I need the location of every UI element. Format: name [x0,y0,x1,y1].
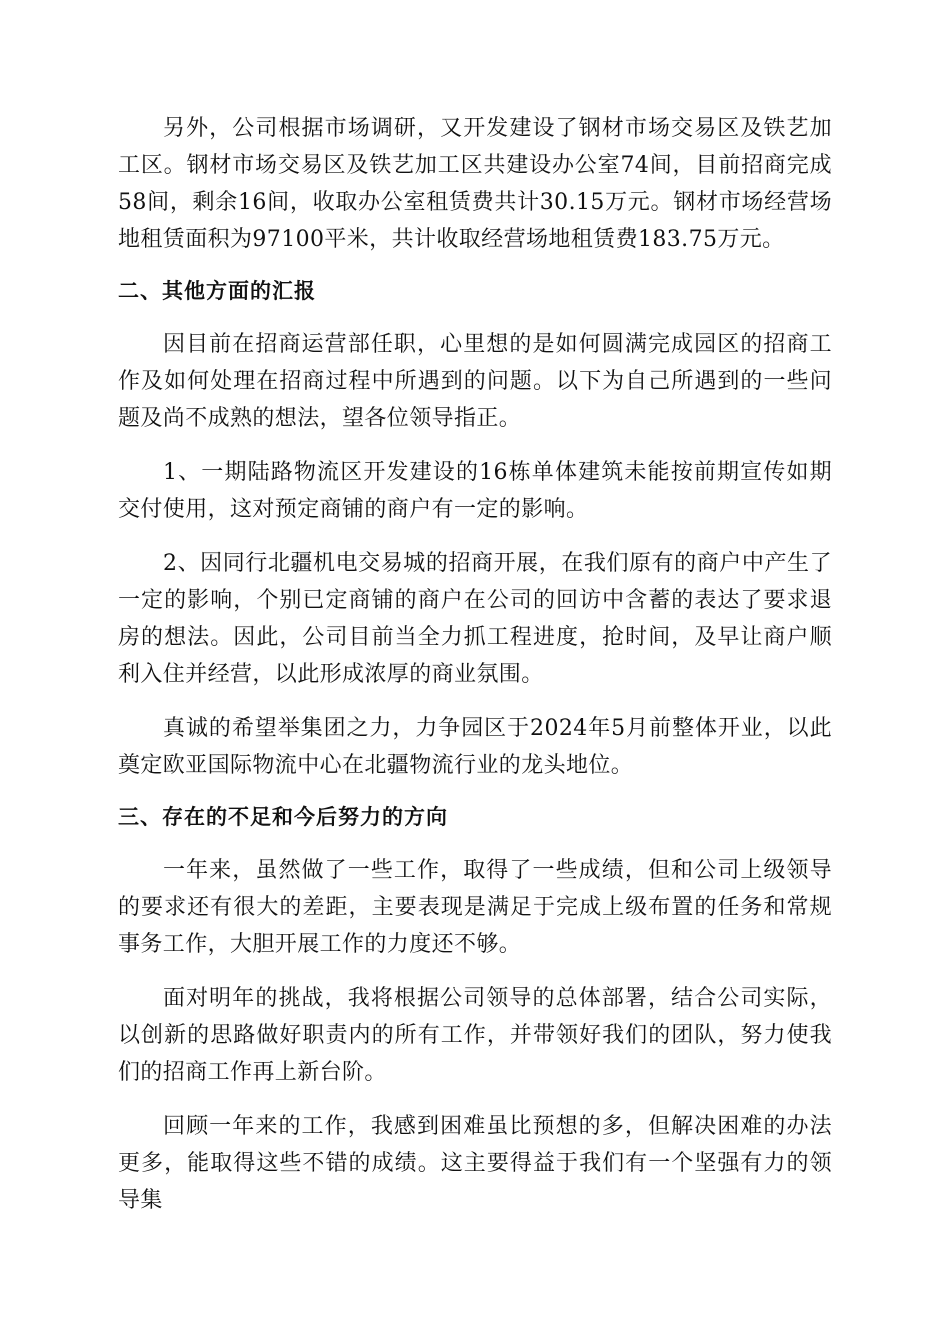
paragraph-issue-1: 1、一期陆路物流区开发建设的16栋单体建筑未能按前期宣传如期交付使用，这对预定商铺的商户有一定的影响。 [118,460,832,522]
paragraph-review: 回顾一年来的工作，我感到困难虽比预想的多，但解决困难的办法更多，能取得这些不错的成绩。这主要得益于我们有一个坚强有力的领导集 [118,1114,832,1213]
paragraph-current-role: 因目前在招商运营部任职，心里想的是如何圆满完成园区的招商工作及如何处理在招商过程中所遇到的问题。以下为自己所遇到的一些问题及尚不成熟的想法，望各位领导指正。 [118,332,832,431]
paragraph-steel-market: 另外，公司根据市场调研，又开发建设了钢材市场交易区及铁艺加工区。钢材市场交易区及铁艺加工区共建设办公室74间，目前招商完成58间，剩余16间，收取办公室租赁费共计30.15万元。钢材市场经营场地租赁面积为97100平米，共计收取经营场地租赁费183.75万元。 [118,116,832,252]
section-heading-shortcomings: 三、存在的不足和今后努力的方向 [118,805,448,829]
section-heading-other-reports: 二、其他方面的汇报 [118,279,316,303]
paragraph-next-year: 面对明年的挑战，我将根据公司领导的总体部署，结合公司实际，以创新的思路做好职责内的所有工作，并带领好我们的团队，努力使我们的招商工作再上新台阶。 [118,986,832,1085]
paragraph-issue-2: 2、因同行北疆机电交易城的招商开展，在我们原有的商户中产生了一定的影响，个别已定商铺的商户在公司的回访中含蓄的表达了要求退房的想法。因此，公司目前当全力抓工程进度，抢时间，及早让商户顺利入住并经营，以此形成浓厚的商业氛围。 [118,551,832,687]
paragraph-hope: 真诚的希望举集团之力，力争园区于2024年5月前整体开业，以此奠定欧亚国际物流中心在北疆物流行业的龙头地位。 [118,716,832,778]
paragraph-shortcomings: 一年来，虽然做了一些工作，取得了一些成绩，但和公司上级领导的要求还有很大的差距，主要表现是满足于完成上级布置的任务和常规事务工作，大胆开展工作的力度还不够。 [118,858,832,957]
